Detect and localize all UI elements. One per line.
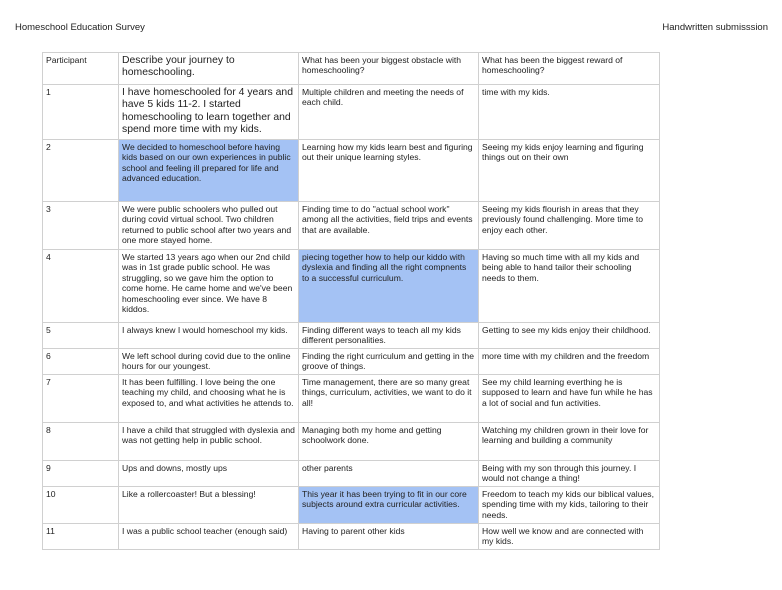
header-row [43, 53, 660, 85]
header-obstacle: What has been your biggest obstacle with homeschooling? [299, 53, 479, 85]
journey-cell: It has been fulfilling. I love being the one teaching my child, and choosing what he is exposed to, and what activities he attends to. [119, 374, 299, 422]
header-journey: Describe your journey to homeschooling. [119, 53, 299, 85]
table-row [43, 422, 660, 460]
submission-type: Handwritten submisssion [662, 22, 768, 33]
obstacle-cell: Managing both my home and getting schoolwork done. [299, 422, 479, 460]
participant-cell: 3 [43, 201, 119, 249]
reward-cell: Seeing my kids flourish in areas that they previously found challenging. More time to enjoy each other. [479, 201, 660, 249]
survey-table [42, 52, 660, 550]
participant-cell: 10 [43, 486, 119, 523]
participant-cell: 2 [43, 139, 119, 201]
obstacle-cell: Learning how my kids learn best and figuring out their unique learning styles. [299, 139, 479, 201]
reward-cell: Watching my children grown in their love for learning and building a community [479, 422, 660, 460]
table-row [43, 249, 660, 322]
obstacle-cell: Finding the right curriculum and getting in the groove of things. [299, 348, 479, 374]
header-participant: Participant [43, 53, 119, 85]
table-row [43, 85, 660, 140]
journey-cell: We left school during covid due to the online hours for our youngest. [119, 348, 299, 374]
table-row [43, 139, 660, 201]
obstacle-cell: piecing together how to help our kiddo with dyslexia and finding all the right compnents to a successful curriculum. [299, 249, 479, 322]
reward-cell: Having so much time with all my kids and being able to hand tailor their schooling needs to them. [479, 249, 660, 322]
table-row [43, 201, 660, 249]
obstacle-cell: Time management, there are so many great things, curriculum, activities, we want to do it all! [299, 374, 479, 422]
obstacle-cell: Finding time to do "actual school work" among all the activities, field trips and events that are available. [299, 201, 479, 249]
reward-cell: Getting to see my kids enjoy their childhood. [479, 322, 660, 348]
header-reward: What has been the biggest reward of homeschooling? [479, 53, 660, 85]
participant-cell: 7 [43, 374, 119, 422]
reward-cell: more time with my children and the freedom [479, 348, 660, 374]
reward-cell: Freedom to teach my kids our biblical values, spending time with my kids, tailoring to their needs. [479, 486, 660, 523]
table-row [43, 374, 660, 422]
reward-cell: How well we know and are connected with my kids. [479, 523, 660, 549]
journey-cell: We were public schoolers who pulled out during covid virtual school. Two children returned to public school after two years and one more stayed home. [119, 201, 299, 249]
reward-cell: Being with my son through this journey. I would not change a thing! [479, 460, 660, 486]
table-row [43, 348, 660, 374]
table-row [43, 523, 660, 549]
reward-cell: Seeing my kids enjoy learning and figuring things out on their own [479, 139, 660, 201]
table-row [43, 486, 660, 523]
participant-cell: 5 [43, 322, 119, 348]
journey-cell: I have a child that struggled with dyslexia and was not getting help in public school. [119, 422, 299, 460]
journey-cell: I always knew I would homeschool my kids. [119, 322, 299, 348]
participant-cell: 1 [43, 85, 119, 140]
reward-cell: time with my kids. [479, 85, 660, 140]
journey-cell: Like a rollercoaster! But a blessing! [119, 486, 299, 523]
journey-cell: We started 13 years ago when our 2nd child was in 1st grade public school. He was struggling, so we gave him the option to come home. He came home and we've been homeschooling ever since. We have 8 kiddos. [119, 249, 299, 322]
participant-cell: 8 [43, 422, 119, 460]
journey-cell: Ups and downs, mostly ups [119, 460, 299, 486]
journey-cell: I was a public school teacher (enough said) [119, 523, 299, 549]
participant-cell: 4 [43, 249, 119, 322]
obstacle-cell: other parents [299, 460, 479, 486]
journey-cell: I have homeschooled for 4 years and have 5 kids 11-2. I started homeschooling to learn together and spend more time with my kids. [119, 85, 299, 140]
obstacle-cell: Multiple children and meeting the needs of each child. [299, 85, 479, 140]
obstacle-cell: Finding different ways to teach all my kids different personalities. [299, 322, 479, 348]
obstacle-cell: Having to parent other kids [299, 523, 479, 549]
participant-cell: 6 [43, 348, 119, 374]
reward-cell: See my child learning everthing he is supposed to learn and have fun while he has a lot of social and fun activities. [479, 374, 660, 422]
journey-cell: We decided to homeschool before having kids based on our own experiences in public school and feeling ill prepared for life and advanced education. [119, 139, 299, 201]
participant-cell: 9 [43, 460, 119, 486]
table-row [43, 460, 660, 486]
obstacle-cell: This year it has been trying to fit in our core subjects around extra curricular activities. [299, 486, 479, 523]
document-title: Homeschool Education Survey [15, 22, 145, 33]
table-row [43, 322, 660, 348]
participant-cell: 11 [43, 523, 119, 549]
